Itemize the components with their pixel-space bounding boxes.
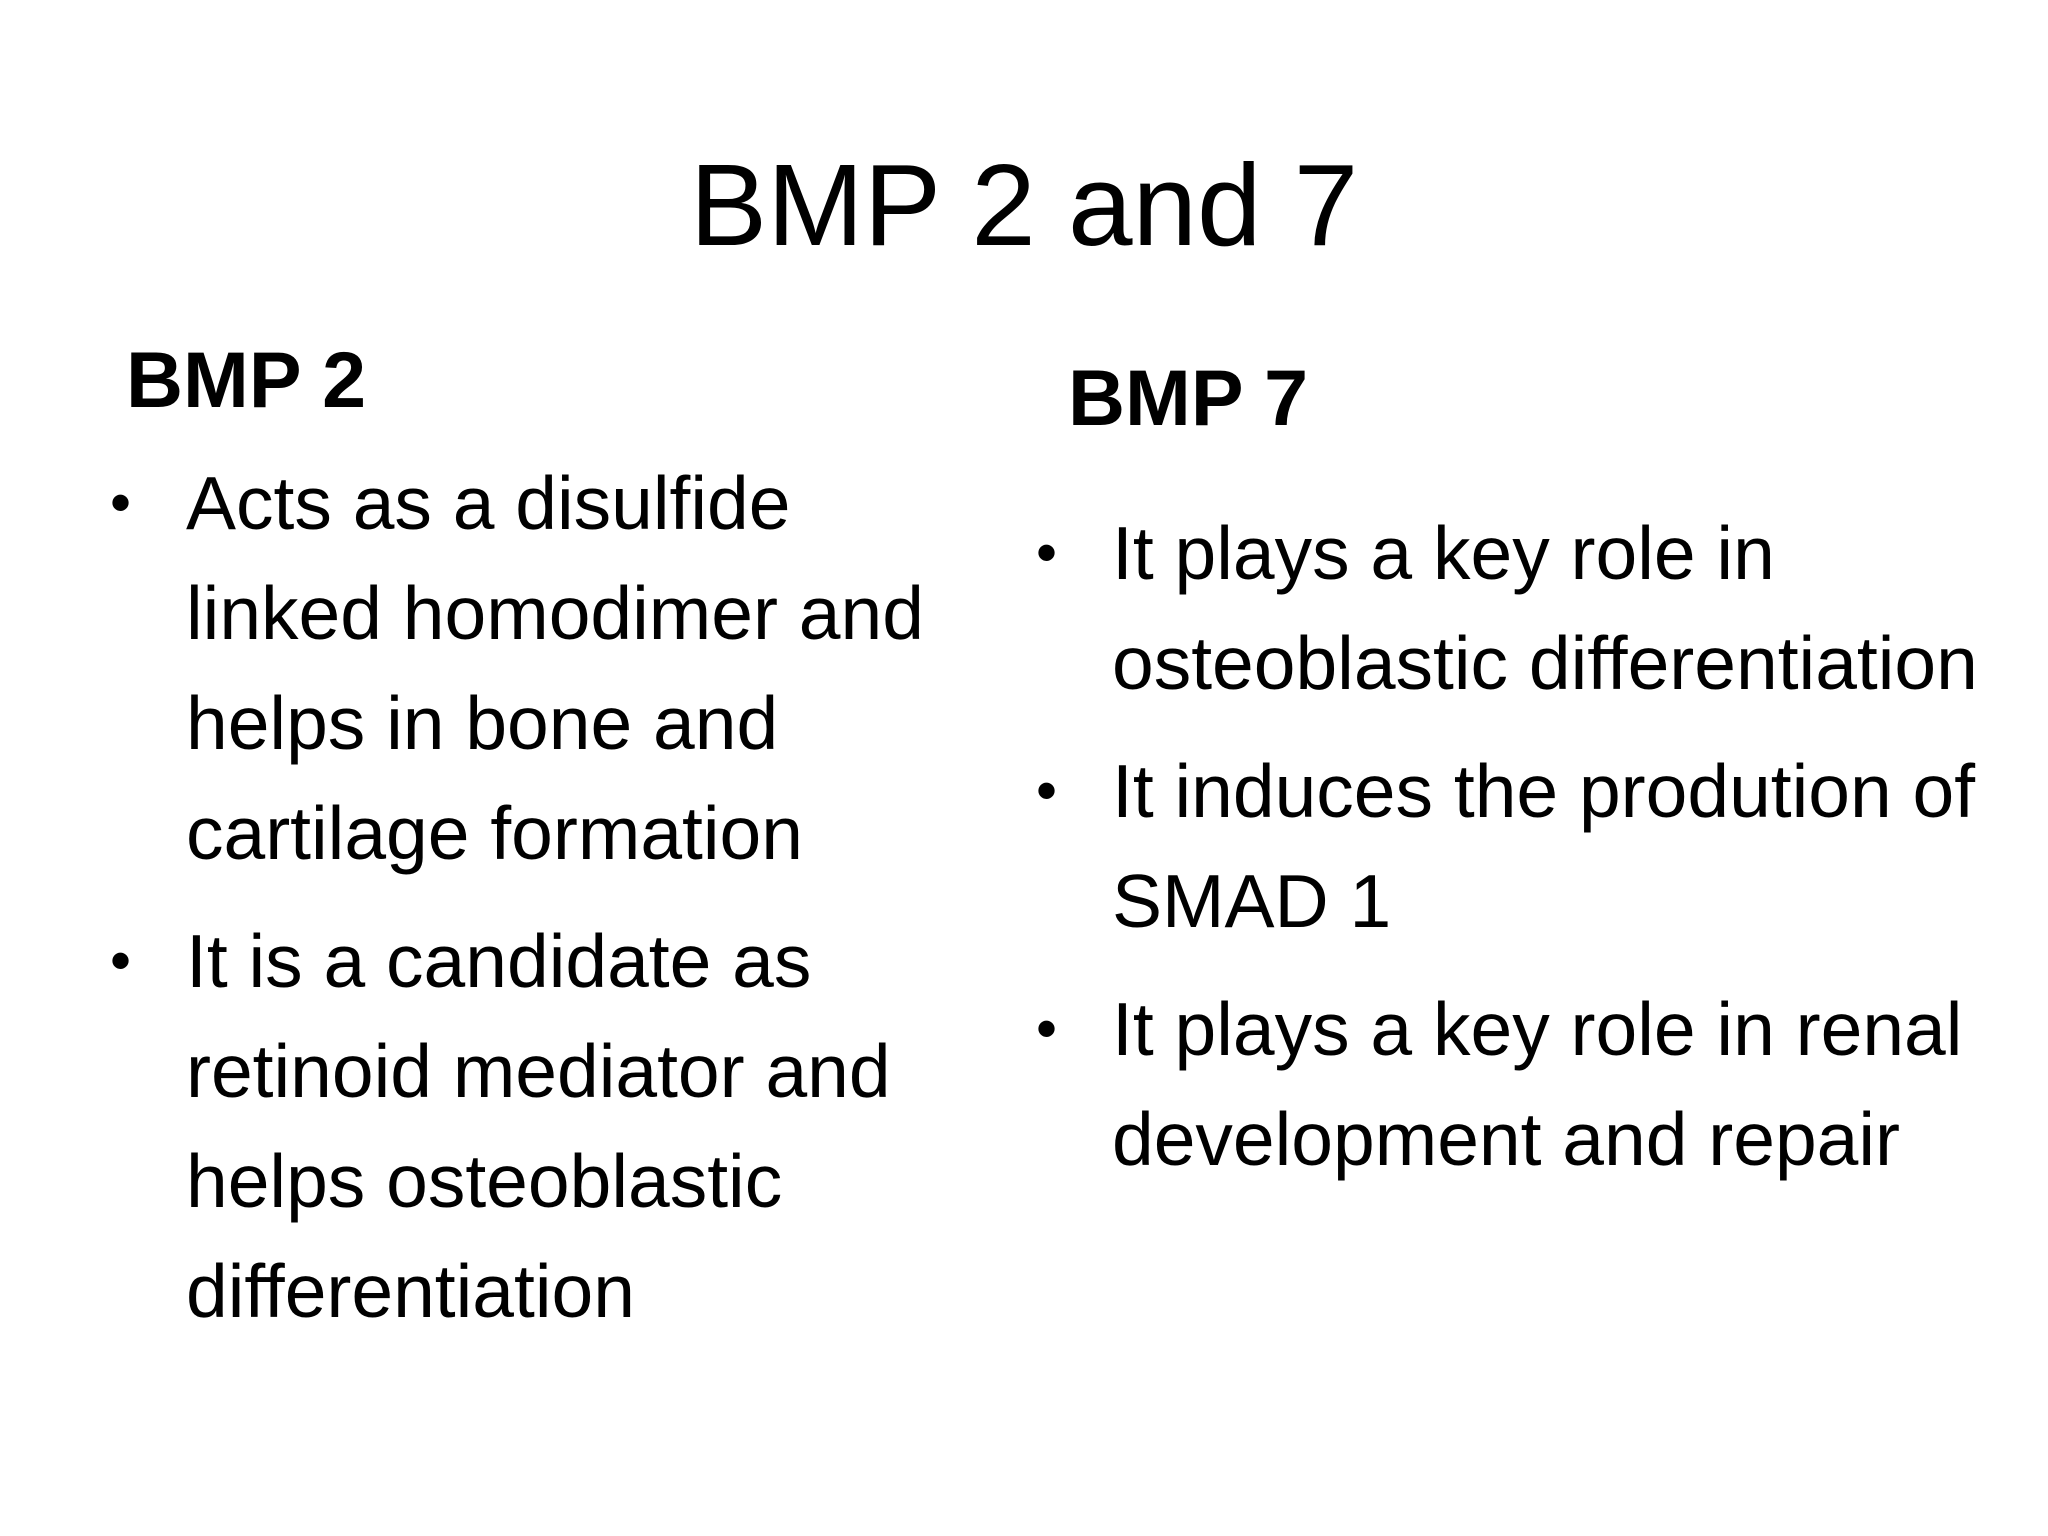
- list-item: [1036, 498, 1996, 718]
- list-item: [1036, 974, 1996, 1194]
- list-item: [1036, 736, 1996, 956]
- bullet-icon: •: [110, 469, 132, 536]
- bullet-text: It induces the prodution of SMAD 1: [1112, 749, 1976, 943]
- bullet-text: It plays a key role in renal development and repair: [1112, 987, 1963, 1181]
- bmp7-bullet-list: [1036, 498, 1996, 1212]
- bullet-icon: •: [1036, 757, 1058, 824]
- bmp7-heading: BMP 7: [1068, 353, 1309, 442]
- bullet-icon: •: [110, 927, 132, 994]
- bullet-text: It is a candidate as retinoid mediator and helps osteoblastic differentiation: [186, 919, 891, 1333]
- bullet-text: Acts as a disulfide linked homodimer and helps in bone and cartilage formation: [186, 461, 924, 875]
- list-item: [110, 906, 930, 1346]
- bullet-text: It plays a key role in osteoblastic differentiation: [1112, 511, 1978, 705]
- slide-title: BMP 2 and 7: [689, 140, 1359, 270]
- bullet-icon: •: [1036, 519, 1058, 586]
- bullet-icon: •: [1036, 995, 1058, 1062]
- bmp2-bullet-list: [110, 448, 930, 1364]
- list-item: [110, 448, 930, 888]
- bmp2-heading: BMP 2: [126, 335, 367, 424]
